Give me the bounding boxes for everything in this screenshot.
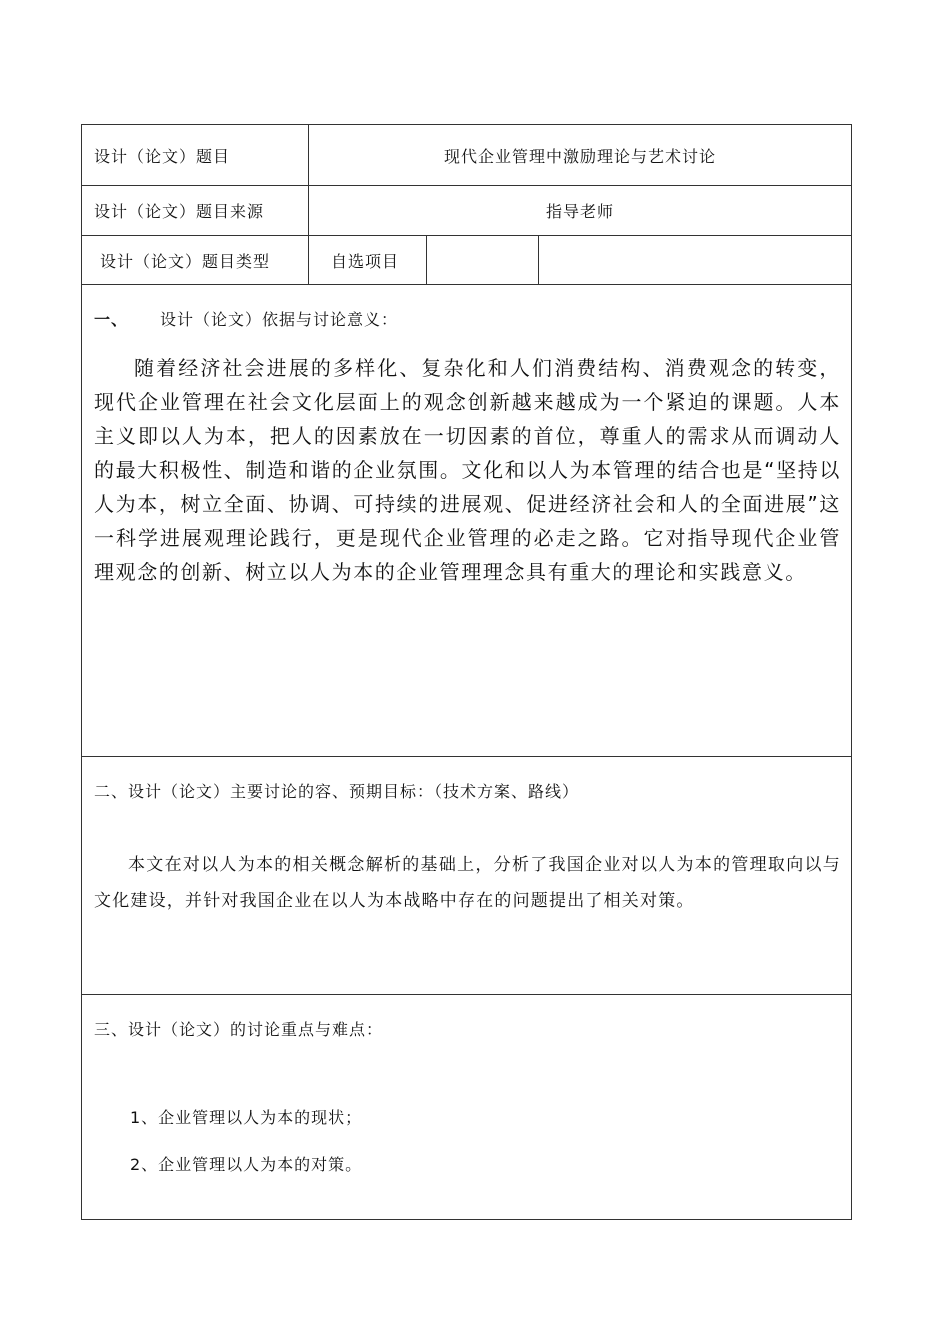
title-label: 设计（论文）题目 [82, 125, 309, 185]
source-row [82, 186, 851, 236]
keypoint-item: 2、企业管理以人为本的对策。 [130, 1155, 363, 1174]
section-basis [82, 285, 851, 757]
keypoint-item: 1、企业管理以人为本的现状； [130, 1108, 363, 1127]
type-label: 设计（论文）题目类型 [82, 236, 309, 284]
type-extra-cell-2 [539, 236, 851, 284]
source-value: 指导老师 [545, 202, 614, 221]
type-extra-cell-1 [427, 236, 539, 284]
section-content-body: 本文在对以人为本的相关概念解析的基础上，分析了我国企业对以人为本的管理取向以与文化建设，并针对我国企业在以人为本战略中存在的问题提出了相关对策。 [94, 855, 841, 911]
section-keypoints-heading: 三、设计（论文）的讨论重点与难点： [94, 1020, 384, 1039]
proposal-form-table [81, 124, 852, 1220]
section-basis-heading [94, 307, 398, 330]
section-basis-body: 随着经济社会进展的多样化、复杂化和人们消费结构、消费观念的转变，现代企业管理在社会文化层面上的观念创新越来越成为一个紧迫的课题。人本主义即以人为本，把人的因素放在一切因素的首位，尊重人的需求从而调动人的最大积极性、制造和谐的企业氛围。文化和以人为本管理的结合也是“坚持以人为本，树立全面、协调、可持续的进展观、促进经济社会和人的全面进展”这一科学进展观理论践行，更是现代企业管理的必走之路。它对指导现代企业管理观念的创新、树立以人为本的企业管理理念具有重大的理论和实践意义。 [94, 356, 841, 584]
section-keypoints [82, 995, 851, 1219]
title-row [82, 125, 851, 186]
section-content-heading: 二、设计（论文）主要讨论的容、预期目标：（技术方案、路线） [94, 782, 580, 801]
title-value: 现代企业管理中激励理论与艺术讨论 [443, 146, 716, 166]
type-value: 自选项目 [309, 236, 427, 284]
section-content [82, 757, 851, 995]
type-row [82, 236, 851, 285]
section-basis-number: 一、 [94, 310, 129, 329]
source-label: 设计（论文）题目来源 [82, 186, 309, 235]
section-basis-title: 设计（论文）依据与讨论意义： [160, 310, 399, 329]
